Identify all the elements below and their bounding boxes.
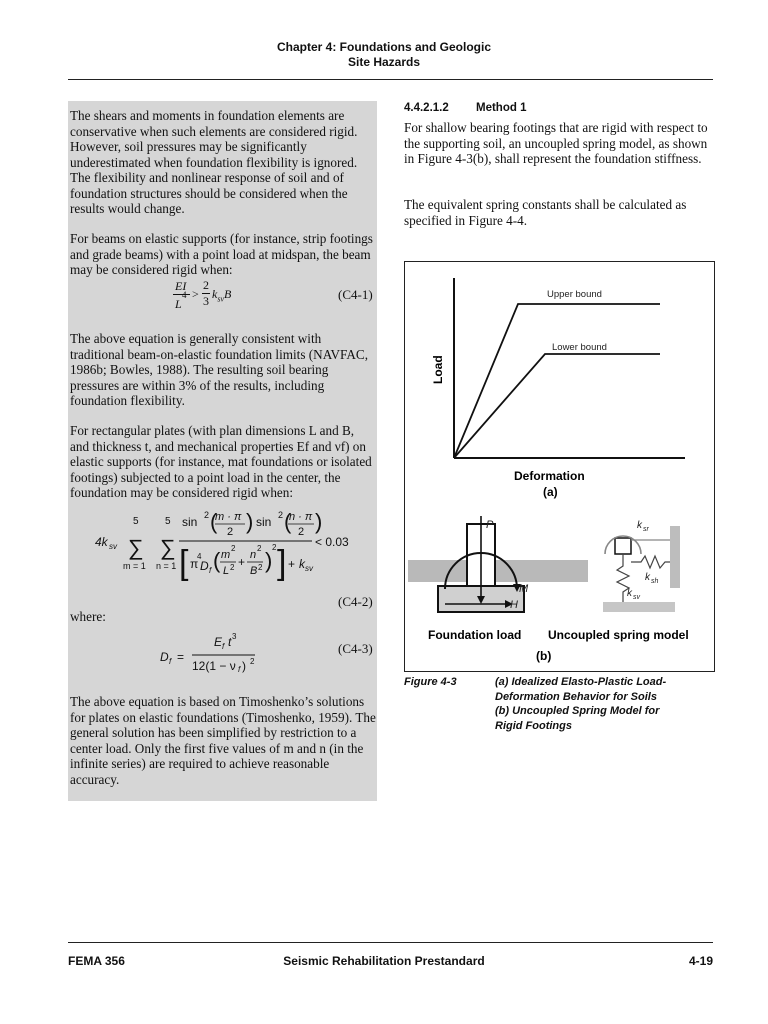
section-title: Method 1 xyxy=(476,102,527,114)
soil-band-left xyxy=(408,560,588,582)
equation-label-c4-3: (C4-3) xyxy=(338,641,373,656)
equation-label-c4-2: (C4-2) xyxy=(338,594,373,609)
commentary-paragraph-3: The above equation is generally consistent with traditional beam-on-elastic foundation limits (NAVFAC, 1986b; Bowles, 1988). The resulting soil bearing pressures are within 3% of the results, including foundation flexibility. xyxy=(70,331,369,408)
svg-text:5: 5 xyxy=(133,516,139,527)
figure-4-3-drawing xyxy=(405,262,714,671)
equation-c4-3 xyxy=(155,630,265,674)
part-b-label: (b) xyxy=(536,649,552,663)
section-number: 4.4.2.1.2 xyxy=(404,102,449,114)
svg-text:4k: 4k xyxy=(95,535,108,549)
header-rule xyxy=(68,79,713,80)
svg-text:2: 2 xyxy=(230,563,235,572)
svg-text:k: k xyxy=(627,588,632,599)
commentary-paragraph-4: For rectangular plates (with plan dimensions L and B, and thickness t, and mechanical properties Ef and νf) on elastic supports (for instance, mat foundations or isolated footings) subjected to a point load in the center, the foundation may be considered rigid when: xyxy=(70,423,372,500)
svg-text:2: 2 xyxy=(258,563,263,572)
svg-text:): ) xyxy=(246,509,254,534)
svg-text:n · π: n · π xyxy=(289,511,313,523)
svg-text:∑: ∑ xyxy=(160,535,176,560)
upper-bound-curve xyxy=(454,304,660,458)
svg-text:f: f xyxy=(222,642,225,651)
svg-text:sv: sv xyxy=(633,594,640,601)
figure-caption-number: Figure 4-3 xyxy=(404,676,457,688)
equation-c4-2 xyxy=(95,508,360,593)
svg-text:π: π xyxy=(190,557,199,571)
svg-text:B: B xyxy=(250,565,258,577)
svg-text:(: ( xyxy=(213,548,221,573)
svg-text:sr: sr xyxy=(643,526,649,533)
upper-bound-label: Upper bound xyxy=(547,289,602,300)
caption-line-2: Deformation Behavior for Soils xyxy=(495,690,657,703)
label-M: M xyxy=(519,583,529,595)
svg-text:2: 2 xyxy=(227,526,234,538)
commentary-paragraph-5: The above equation is based on Timoshenko’s solutions for plates on elastic foundations (Timoshenko, 1959). The general solution has been simplified by restriction to a center load. Only the first five values of m and n (in the infinite series) are required to achieve reasonable accuracy. xyxy=(70,694,376,787)
svg-text:m: m xyxy=(221,549,231,561)
svg-text:2: 2 xyxy=(272,543,277,552)
svg-text:k: k xyxy=(645,572,650,583)
svg-text:sv: sv xyxy=(305,564,313,573)
commentary-paragraph-2: For beams on elastic supports (for instance, strip footings and grade beams) with a point load at midspan, the beam may be considered rigid when: xyxy=(70,231,373,277)
svg-text:2: 2 xyxy=(298,526,305,538)
svg-text:2: 2 xyxy=(257,544,262,553)
svg-text:m · π: m · π xyxy=(215,511,242,523)
svg-text:D: D xyxy=(200,559,209,573)
header-line-2: Site Hazards xyxy=(347,55,421,69)
svg-text:2: 2 xyxy=(250,657,255,666)
svg-text:]: ] xyxy=(277,544,287,582)
svg-text:f: f xyxy=(169,657,172,666)
spring-model-ground xyxy=(603,602,675,612)
deformation-axis-label: Deformation xyxy=(514,469,585,483)
section-paragraph-1: For shallow bearing footings that are rigid with respect to the supporting soil, an uncoupled spring model, as shown in Figure 4-3(b), shall represent the foundation stiffness. xyxy=(404,120,708,166)
part-a-label: (a) xyxy=(543,485,558,499)
header-line-1: Chapter 4: Foundations and Geologic xyxy=(276,40,491,54)
label-H: H xyxy=(510,599,518,611)
caption-line-3: (b) Uncoupled Spring Model for xyxy=(495,705,660,718)
svg-text:f: f xyxy=(209,566,212,575)
svg-text:4: 4 xyxy=(197,552,202,561)
svg-text:sin: sin xyxy=(182,515,198,529)
section-paragraph-2: The equivalent spring constants shall be calculated as specified in Figure 4-4. xyxy=(404,197,687,228)
svg-text:f: f xyxy=(238,665,241,674)
foundation-load-label: Foundation load xyxy=(428,628,522,642)
svg-text:k: k xyxy=(299,557,305,571)
svg-text:(: ( xyxy=(284,509,292,534)
svg-text:+: + xyxy=(288,557,296,571)
lower-bound-label: Lower bound xyxy=(552,342,607,353)
uncoupled-spring-model-label: Uncoupled spring model xyxy=(548,628,689,642)
svg-text:3: 3 xyxy=(232,632,237,641)
svg-text:sv: sv xyxy=(109,542,117,551)
svg-text:sh: sh xyxy=(651,578,659,585)
svg-text:D: D xyxy=(160,650,169,664)
svg-text:): ) xyxy=(315,509,323,534)
footer-rule xyxy=(68,942,713,943)
spring-model-wall xyxy=(670,526,680,588)
svg-text:k: k xyxy=(637,520,642,531)
where-label: where: xyxy=(70,609,106,624)
svg-text:[: [ xyxy=(179,544,189,582)
svg-text:L: L xyxy=(223,565,230,577)
load-axis-label: Load xyxy=(431,355,445,384)
running-header xyxy=(0,40,768,70)
svg-text:2: 2 xyxy=(204,510,210,520)
footer-left: FEMA 356 xyxy=(68,954,125,968)
svg-text:sin: sin xyxy=(256,515,272,529)
svg-text:12(1 − ν: 12(1 − ν xyxy=(192,659,236,673)
lower-bound-curve xyxy=(454,354,660,458)
svg-text:): ) xyxy=(242,659,246,673)
label-P: P xyxy=(486,519,494,531)
spring-model-node xyxy=(615,538,631,554)
commentary-paragraph-1: The shears and moments in foundation elements are conservative when such elements are considered rigid. However, soil pressures may be significantly underestimated when foundation flexibility is ignored. The flexibility and nonlinear response of soil and of foundation structures should be considered when the results would change. xyxy=(70,108,358,216)
svg-text:m = 1: m = 1 xyxy=(123,561,146,571)
footer-page-number: 4-19 xyxy=(688,954,713,968)
figure-4-3 xyxy=(404,261,715,672)
horizontal-spring xyxy=(631,556,670,568)
svg-text:n: n xyxy=(250,549,257,561)
equation-label-c4-1: (C4-1) xyxy=(338,287,373,302)
svg-text:5: 5 xyxy=(165,516,171,527)
svg-text:t: t xyxy=(228,635,232,649)
svg-text:E: E xyxy=(214,635,223,649)
svg-text:n = 1: n = 1 xyxy=(156,561,177,571)
caption-line-1: (a) Idealized Elasto-Plastic Load- xyxy=(495,676,667,688)
caption-line-4: Rigid Footings xyxy=(495,719,572,732)
figure-caption-text xyxy=(495,675,713,733)
svg-text:=: = xyxy=(177,650,185,664)
svg-text:∑: ∑ xyxy=(128,535,144,560)
svg-text:2: 2 xyxy=(231,544,236,553)
svg-text:): ) xyxy=(265,548,273,573)
svg-text:(: ( xyxy=(210,509,218,534)
svg-text:< 0.03: < 0.03 xyxy=(315,535,349,549)
footer-center: Seismic Rehabilitation Prestandard xyxy=(283,954,485,968)
svg-text:+: + xyxy=(238,555,246,569)
svg-text:2: 2 xyxy=(278,510,284,520)
